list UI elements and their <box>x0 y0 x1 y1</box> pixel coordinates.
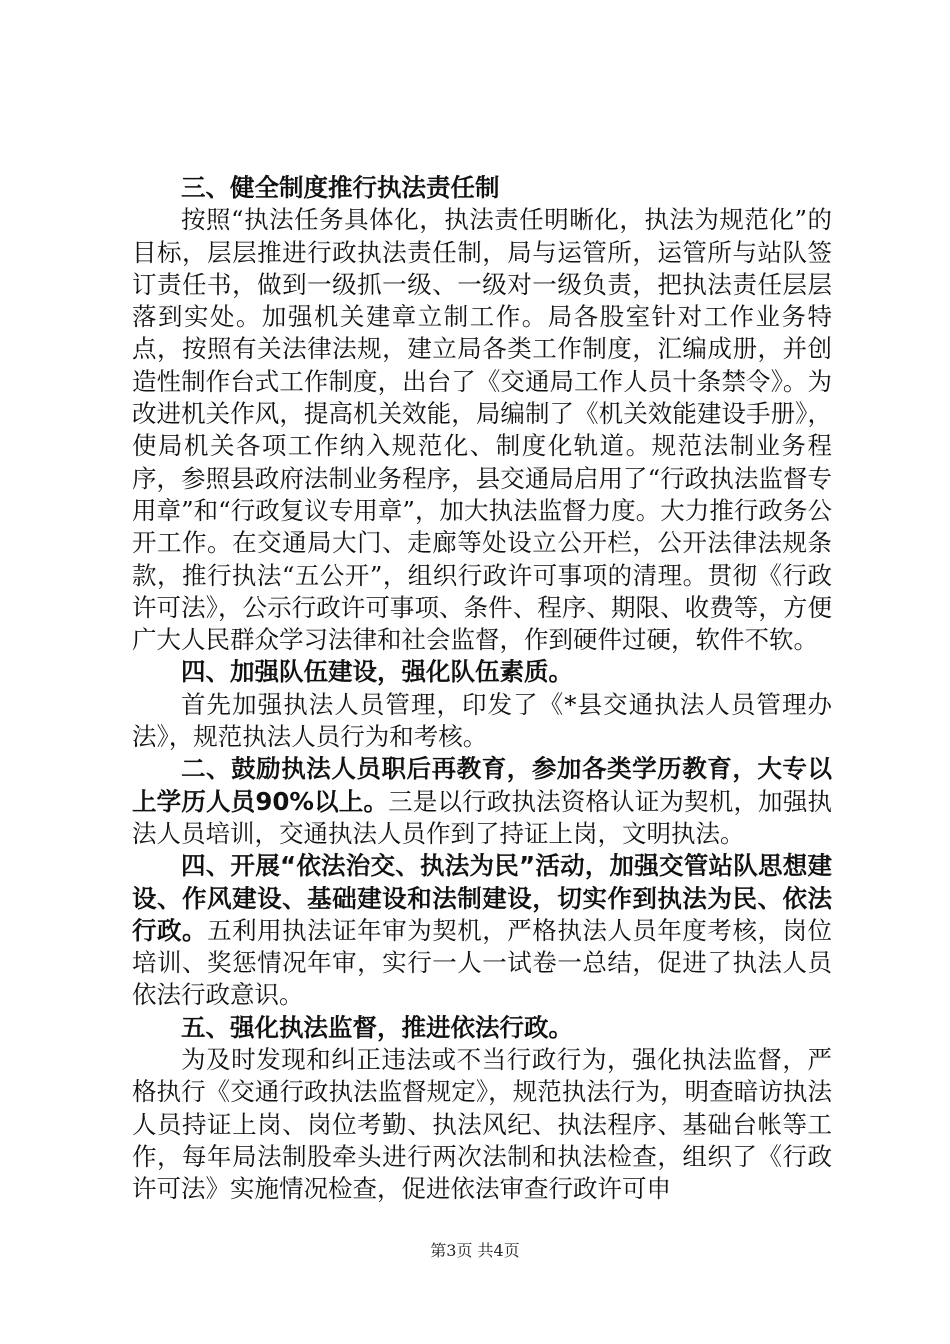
paragraph-5-bold-lead: 二、鼓励执法人员职后再教育，参加各类学历教育，大专以上学历人员90%以上。 <box>132 754 832 816</box>
page-footer: 第3页 共4页 <box>430 1241 520 1260</box>
section-paragraph-5 <box>132 753 832 850</box>
section-paragraph-3: 按照“执法任务具体化，执法责任明晰化，执法为规范化”的目标，层层推进行政执法责任制，局与运管所，运管所与站队签订责任书，做到一级抓一级、一级对一级负责，把执法责任层层落到实处。加强机关建章立制工作。局各股室针对工作业务特点，按照有关法律法规，建立局各类工作制度，汇编成册，并创造性制作台式工作制度，出台了《交通局工作人员十条禁令》。为改进机关作风，提高机关效能，局编制了《机关效能建设手册》，使局机关各项工作纳入规范化、制度化轨道。规范法制业务程序，参照县政府法制业务程序，县交通局启用了“行政执法监督专用章”和“行政复议专用章”，加大执法监督力度。大力推行政务公开工作。在交通局大门、走廊等处设立公开栏，公开法律法规条款，推行执法“五公开”，组织行政许可事项的清理。贯彻《行政许可法》，公示行政许可事项、条件、程序、期限、收费等，方便广大人民群众学习法律和社会监督，作到硬件过硬，软件不软。 <box>132 205 832 655</box>
document-body <box>132 172 832 1206</box>
section-heading-5: 五、强化执法监督，推进依法行政。 <box>181 1012 573 1042</box>
paragraph-6-bold-lead: 四、开展“依法治交、执法为民”活动，加强交管站队思想建设、作风建设、基础建设和法制建设，切实作到执法为民、依法行政。 <box>132 851 832 945</box>
section-heading-3: 三、健全制度推行执法责任制 <box>181 173 500 202</box>
section-heading-4: 四、加强队伍建设，强化队伍素质。 <box>181 657 573 687</box>
section-paragraph-6 <box>132 850 832 1011</box>
section-paragraph-4: 首先加强执法人员管理，印发了《*县交通执法人员管理办法》，规范执法人员行为和考核。 <box>132 689 832 752</box>
section-paragraph-7: 为及时发现和纠正违法或不当行政行为，强化执法监督，严格执行《交通行政执法监督规定》，规范执法行为，明查暗访执法人员持证上岗、岗位考勤、执法风纪、执法程序、基础台帐等工作，每年局法制股牵头进行两次法制和执法检查，组织了《行政许可法》实施情况检查，促进依法审查行政许可申 <box>132 1045 832 1204</box>
paragraph-5-text: 三是以行政执法资格认证为契机，加强执法人员培训，交通执法人员作到了持证上岗，文明执法。 <box>132 786 832 848</box>
paragraph-6-text: 五利用执法证年审为契机，严格执法人员年度考核，岗位培训、奖惩情况年审，实行一人一试卷一总结，促进了执法人员依法行政意识。 <box>132 915 833 1010</box>
